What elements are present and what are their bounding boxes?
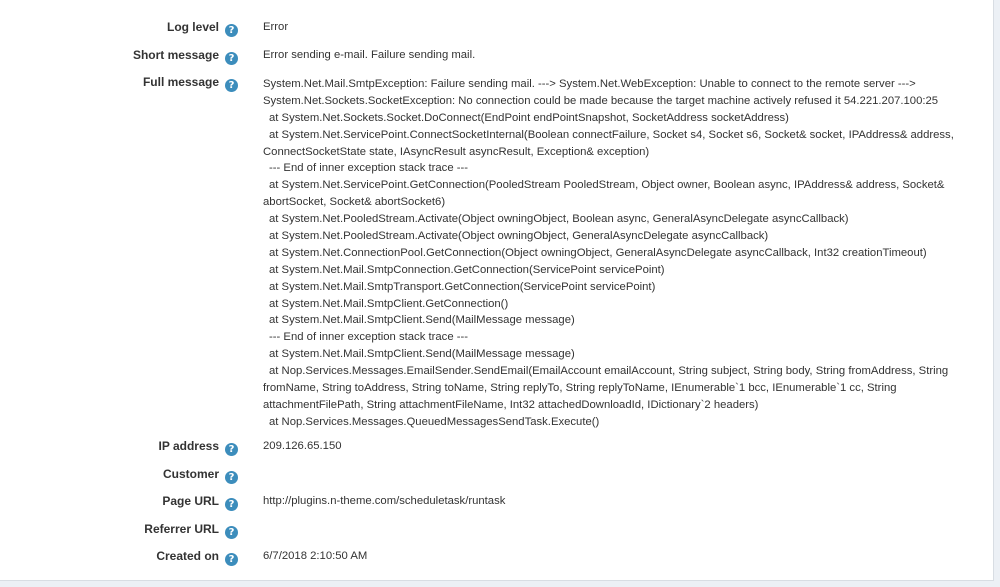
full-message-line: at System.Net.Mail.SmtpTransport.GetConnection(ServicePoint servicePoint) [269,280,656,293]
full-message-line: at System.Net.Mail.SmtpClient.Send(MailMessage message) [269,314,575,327]
full-message-label-cell [0,74,238,92]
full-message-line: at System.Net.ServicePoint.ConnectSocketInternal(Boolean connectFailure, Socket s4, Socket s6, Socket& socket, IPAddress& address, [269,128,954,141]
help-icon[interactable]: ? [225,24,238,37]
short-message-value: Error sending e-mail. Failure sending mail. [263,49,476,61]
short-message-label: Short message [132,48,219,62]
full-message-line: at System.Net.Sockets.Socket.DoConnect(EndPoint endPointSnapshot, SocketAddress socketAddress) [269,111,789,124]
full-message-line: at System.Net.ConnectionPool.GetConnection(Object owningObject, GeneralAsyncDelegate asyncCallback, Int32 creationTimeout) [269,246,927,259]
full-message-label: Full message [142,75,219,89]
created-on-label: Created on [156,549,219,563]
help-icon[interactable]: ? [225,498,238,511]
log-level-value: Error [263,21,289,33]
full-message-value [263,76,963,431]
referrer-url-label: Referrer URL [144,522,219,536]
full-message-line: attachmentFilePath, String attachmentFileName, Int32 attachedDownloadId, IDictionary`2 headers) [263,398,759,411]
page-url-label-cell [0,493,238,511]
full-message-line: --- End of inner exception stack trace --- [269,331,469,344]
ip-address-value: 209.126.65.150 [263,440,342,452]
full-message-line: at System.Net.PooledStream.Activate(Object owningObject, GeneralAsyncDelegate asyncCallback) [269,230,769,243]
full-message-line: at System.Net.ServicePoint.GetConnection(PooledStream PooledStream, Object owner, Boolean async, IPAddress& address, Socket& [269,179,945,192]
full-message-line: System.Net.Mail.SmtpException: Failure sending mail. ---> System.Net.WebException: Unable to connect to the remote server ---> [263,78,916,90]
ip-address-label-cell [0,438,238,456]
page-url-label: Page URL [162,494,219,508]
full-message-line: at Nop.Services.Messages.EmailSender.SendEmail(EmailAccount emailAccount, String subject, String body, String fromAddress, String [269,365,949,378]
referrer-url-label-cell [0,521,238,539]
help-icon[interactable]: ? [225,553,238,566]
help-icon[interactable]: ? [225,443,238,456]
full-message-line: at System.Net.Mail.SmtpConnection.GetConnection(ServicePoint servicePoint) [269,263,665,276]
page-url-value: http://plugins.n-theme.com/scheduletask/runtask [263,495,506,507]
short-message-label-cell [0,47,238,65]
created-on-label-cell [0,548,238,566]
help-icon[interactable]: ? [225,471,238,484]
full-message-line: abortSocket, Socket& abortSocket6) [263,196,446,209]
full-message-line: ConnectSocketState state, IAsyncResult asyncResult, Exception& exception) [263,145,650,158]
full-message-line: at System.Net.Mail.SmtpClient.Send(MailMessage message) [269,348,575,361]
full-message-line: System.Net.Sockets.SocketException: No connection could be made because the target machine actively refused it 54.221.207.100:25 [263,94,939,107]
full-message-line: at Nop.Services.Messages.QueuedMessagesSendTask.Execute() [269,415,600,428]
log-level-label: Log level [166,20,219,34]
full-message-line: fromName, String toAddress, String toName, String replyTo, String replyToName, IEnumerable`1 bcc, IEnumerable`1 cc, String [263,382,897,395]
full-message-line: at System.Net.Mail.SmtpClient.GetConnection() [269,297,509,310]
ip-address-label: IP address [158,439,219,453]
log-level-label-cell [0,19,238,37]
created-on-value: 6/7/2018 2:10:50 AM [263,550,368,562]
full-message-line: --- End of inner exception stack trace --- [269,162,469,175]
full-message-line: at System.Net.PooledStream.Activate(Object owningObject, Boolean async, GeneralAsyncDelegate asyncCallback) [269,213,849,226]
help-icon[interactable]: ? [225,52,238,65]
customer-label: Customer [162,467,219,481]
help-icon[interactable]: ? [225,79,238,92]
help-icon[interactable]: ? [225,526,238,539]
customer-label-cell [0,466,238,484]
